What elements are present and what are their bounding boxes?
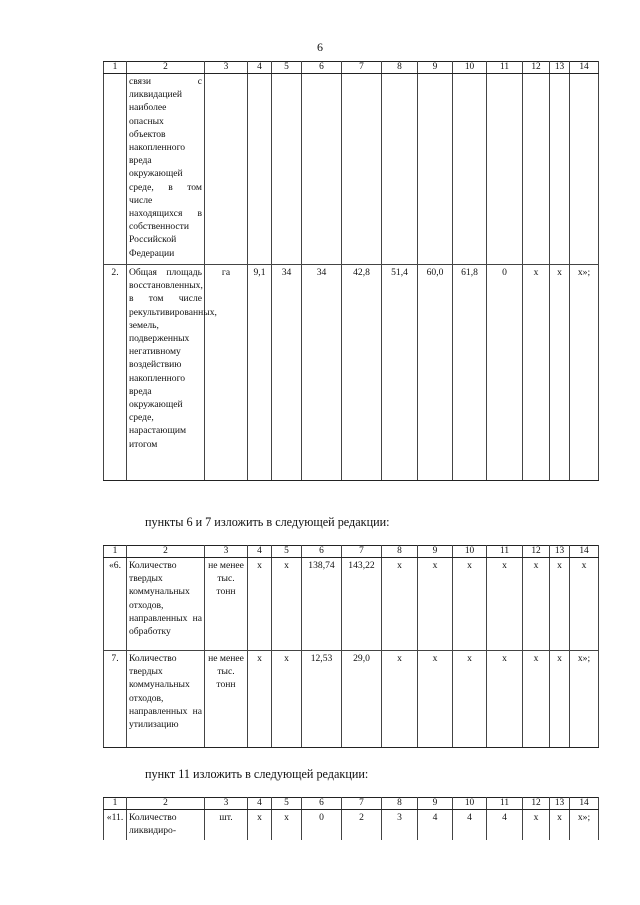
- column-header: 14: [570, 62, 599, 74]
- cell: Количество твердых коммунальных отходов, направленных на утилизацию: [127, 651, 205, 748]
- cell: «6.: [104, 558, 127, 651]
- cell: 0: [487, 265, 523, 481]
- cell: 61,8: [453, 265, 487, 481]
- cell: 42,8: [342, 265, 382, 481]
- cell: х: [248, 651, 272, 748]
- column-header: 3: [205, 546, 248, 558]
- column-header: 9: [418, 546, 453, 558]
- column-header: 11: [487, 798, 523, 810]
- cell: 143,22: [342, 558, 382, 651]
- column-header: 1: [104, 546, 127, 558]
- cell: не менее тыс. тонн: [205, 651, 248, 748]
- column-header: 2: [127, 798, 205, 810]
- column-header: 9: [418, 798, 453, 810]
- cell: х: [523, 558, 550, 651]
- cell: х: [418, 558, 453, 651]
- table-header-row: [104, 62, 599, 74]
- table-row: [104, 558, 599, 651]
- cell: 34: [272, 265, 302, 481]
- table-row: [104, 810, 599, 840]
- cell: х»;: [570, 265, 599, 481]
- cell: Количество ликвидиро-: [127, 810, 205, 840]
- column-header: 12: [523, 798, 550, 810]
- cell: «11.: [104, 810, 127, 840]
- column-header: 9: [418, 62, 453, 74]
- cell: Общая площадь восстановленных, в том числе рекультивированных, земель, подверженных негативному воздействию накопленного вреда окружающей среде, нарастающим итогом: [127, 265, 205, 481]
- column-header: 14: [570, 546, 599, 558]
- column-header: 2: [127, 546, 205, 558]
- column-header: 10: [453, 62, 487, 74]
- column-header: 3: [205, 798, 248, 810]
- page-number: 6: [317, 40, 323, 54]
- column-header: 13: [550, 546, 570, 558]
- column-header: 14: [570, 798, 599, 810]
- cell: не менее тыс. тонн: [205, 558, 248, 651]
- cell: 2.: [104, 265, 127, 481]
- cell: х: [550, 810, 570, 840]
- column-header: 3: [205, 62, 248, 74]
- cell: х: [272, 810, 302, 840]
- cell: х: [550, 558, 570, 651]
- column-header: 12: [523, 62, 550, 74]
- cell: 60,0: [418, 265, 453, 481]
- instruction-text: пункты 6 и 7 изложить в следующей редакции:: [145, 515, 390, 529]
- cell: х: [453, 651, 487, 748]
- cell: х: [418, 651, 453, 748]
- table-row: [104, 265, 599, 481]
- column-header: 11: [487, 62, 523, 74]
- cell: 4: [453, 810, 487, 840]
- cell: 51,4: [382, 265, 418, 481]
- column-header: 8: [382, 62, 418, 74]
- column-header: 8: [382, 546, 418, 558]
- column-header: 4: [248, 546, 272, 558]
- column-header: 12: [523, 546, 550, 558]
- cell: 9,1: [248, 265, 272, 481]
- column-header: 7: [342, 798, 382, 810]
- cell: 4: [418, 810, 453, 840]
- cell: 0: [302, 810, 342, 840]
- table-row: [104, 651, 599, 748]
- column-header: 11: [487, 546, 523, 558]
- column-header: 13: [550, 798, 570, 810]
- column-header: 5: [272, 798, 302, 810]
- cell: х: [523, 810, 550, 840]
- cell: х: [550, 265, 570, 481]
- cell: х: [272, 651, 302, 748]
- continuation-cell: связи с ликвидацией наиболее опасных объектов накопленного вреда окружающей среде, в том числе находящихся в собственности Российской Федерации: [127, 74, 205, 265]
- cell: 12,53: [302, 651, 342, 748]
- column-header: 6: [302, 798, 342, 810]
- table-header-row: [104, 798, 599, 810]
- column-header: 2: [127, 62, 205, 74]
- column-header: 8: [382, 798, 418, 810]
- cell: х: [453, 558, 487, 651]
- column-header: 7: [342, 546, 382, 558]
- cell: га: [205, 265, 248, 481]
- cell: х: [382, 558, 418, 651]
- column-header: 10: [453, 798, 487, 810]
- column-header: 7: [342, 62, 382, 74]
- cell: 7.: [104, 651, 127, 748]
- cell: х: [523, 265, 550, 481]
- cell: х: [382, 651, 418, 748]
- cell: х: [487, 651, 523, 748]
- column-header: 4: [248, 798, 272, 810]
- table-2: [103, 545, 599, 748]
- column-header: 1: [104, 798, 127, 810]
- cell: 34: [302, 265, 342, 481]
- instruction-text: пункт 11 изложить в следующей редакции:: [145, 767, 369, 781]
- column-header: 5: [272, 62, 302, 74]
- cell: х»;: [570, 810, 599, 840]
- table-1: [103, 61, 599, 481]
- table-3: [103, 797, 599, 840]
- cell: 2: [342, 810, 382, 840]
- cell: Количество твердых коммунальных отходов, направленных на обработку: [127, 558, 205, 651]
- cell: х: [523, 651, 550, 748]
- cell: х: [248, 810, 272, 840]
- table-row: [104, 74, 599, 265]
- column-header: 6: [302, 62, 342, 74]
- cell: х: [487, 558, 523, 651]
- cell: шт.: [205, 810, 248, 840]
- cell: 29,0: [342, 651, 382, 748]
- cell: х: [248, 558, 272, 651]
- cell: х: [550, 651, 570, 748]
- cell: х»;: [570, 651, 599, 748]
- column-header: 1: [104, 62, 127, 74]
- column-header: 13: [550, 62, 570, 74]
- cell: 138,74: [302, 558, 342, 651]
- cell: х: [272, 558, 302, 651]
- cell: х: [570, 558, 599, 651]
- column-header: 4: [248, 62, 272, 74]
- column-header: 10: [453, 546, 487, 558]
- column-header: 6: [302, 546, 342, 558]
- cell: 4: [487, 810, 523, 840]
- cell: 3: [382, 810, 418, 840]
- column-header: 5: [272, 546, 302, 558]
- table-header-row: [104, 546, 599, 558]
